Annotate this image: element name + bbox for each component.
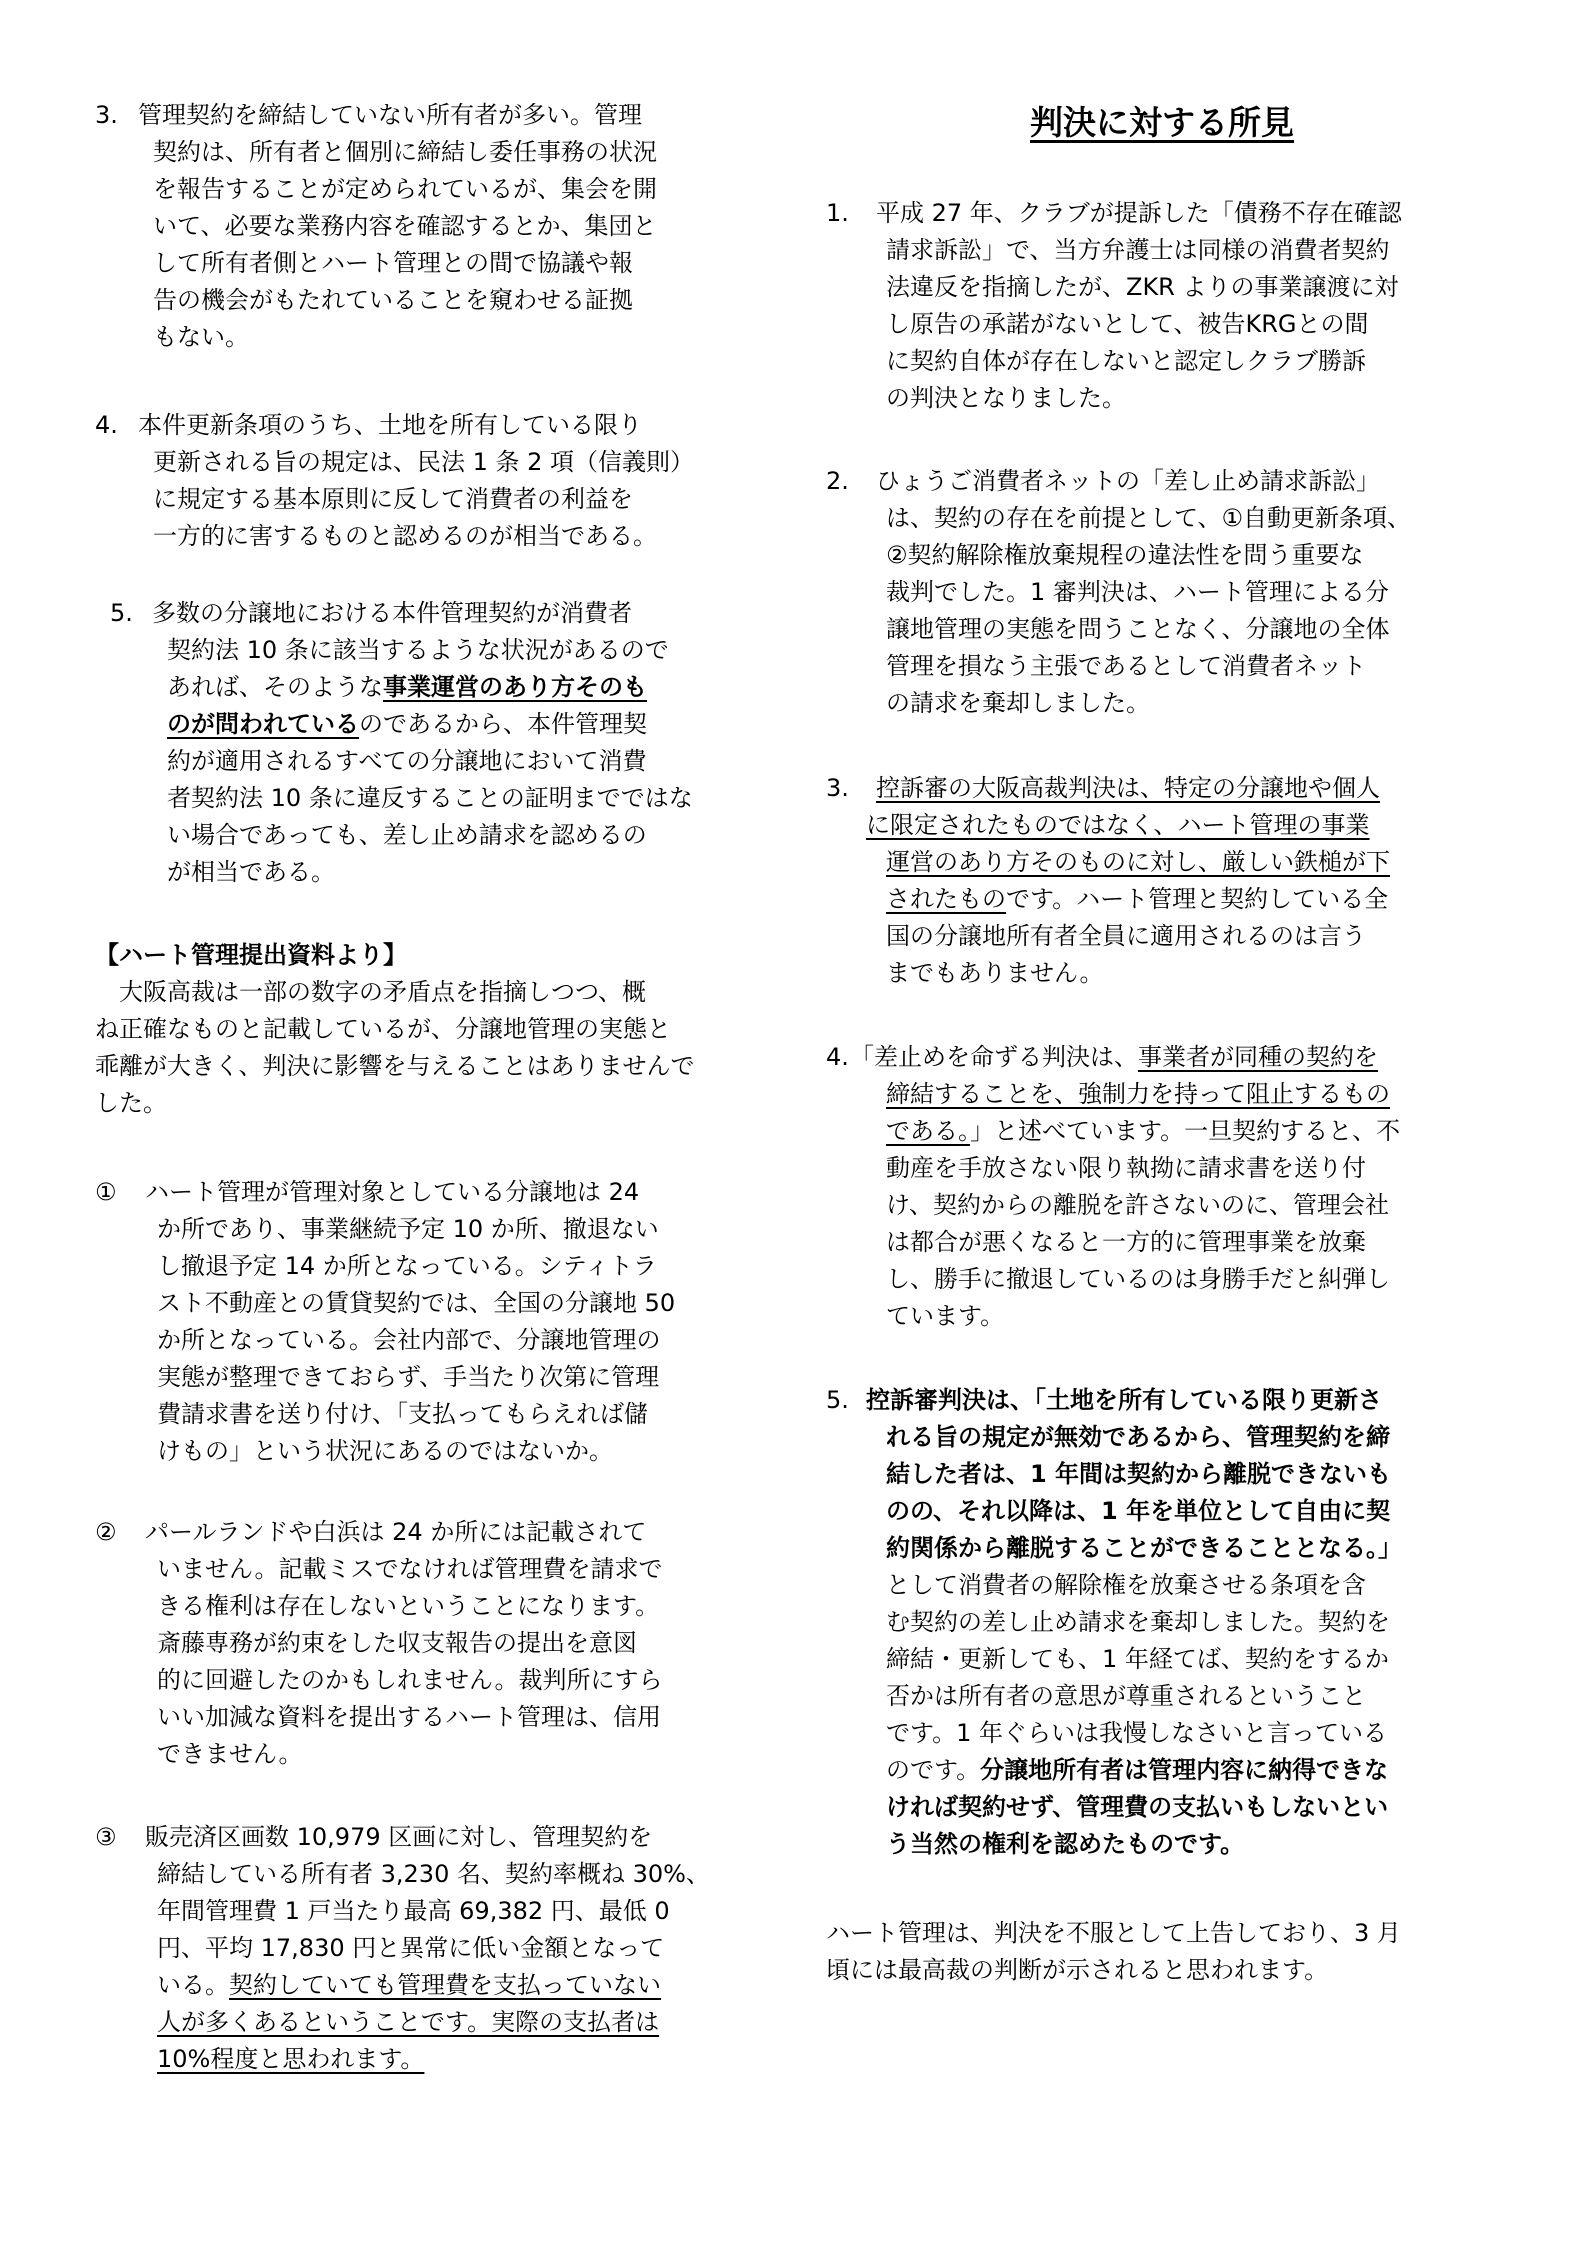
text-line: 譲地管理の実態を問うことなく、分譲地の全体 bbox=[886, 615, 1390, 643]
text-line bbox=[157, 2007, 659, 2037]
text-line: きる権利は存在しないということになります。 bbox=[157, 1592, 660, 1620]
text-segment: のです。 bbox=[886, 1756, 981, 1784]
text-line bbox=[886, 1755, 1388, 1785]
page-title-text: 判決に対する所見 bbox=[1030, 103, 1294, 142]
underlined-text: 控訴審の大阪高裁判決は、特定の分譲地や個人 bbox=[876, 774, 1380, 802]
section-heading: 【ハート管理提出資料より】 bbox=[95, 941, 407, 969]
text-line: ています。 bbox=[886, 1302, 1005, 1330]
text-line bbox=[876, 773, 1380, 803]
bold-text: 分譲地所有者は管理内容に納得できな bbox=[980, 1756, 1389, 1784]
text-line: 管理契約を締結していない所有者が多い。管理 bbox=[138, 101, 642, 129]
text-line: 乖離が大きく、判決に影響を与えることはありませんで bbox=[95, 1052, 695, 1080]
text-line: いて、必要な業務内容を確認するとか、集団と bbox=[153, 212, 657, 240]
text-line: む契約の差し止め請求を棄却しました。契約を bbox=[886, 1608, 1390, 1636]
text-line: の判決となりました。 bbox=[886, 384, 1126, 412]
text-line: 管理を損なう主張であるとして消費者ネット bbox=[886, 652, 1366, 680]
text-line bbox=[157, 2044, 424, 2074]
text-line: か所となっている。会社内部で、分譲地管理の bbox=[157, 1326, 661, 1354]
text-line: 告の機会がもたれていることを窺わせる証拠 bbox=[153, 286, 633, 314]
text-line: 更新される旨の規定は、民法 1 条 2 項（信義則） bbox=[153, 448, 695, 476]
text-line: 動産を手放さない限り執拗に請求書を送り付 bbox=[886, 1154, 1366, 1182]
underlined-emphasis: のが問われている bbox=[167, 710, 359, 738]
text-line: は、契約の存在を前提として、①自動更新条項、 bbox=[886, 504, 1412, 532]
text-line: 契約法 10 条に該当するような状況があるので bbox=[167, 636, 669, 664]
text-line: 裁判でした。1 審判決は、ハート管理による分 bbox=[886, 578, 1389, 606]
text-segment: です。ハート管理と契約している全 bbox=[1006, 885, 1389, 913]
text-line: のの、それ以降は、1 年を単位として自由に契 bbox=[886, 1497, 1391, 1525]
text-line bbox=[886, 1116, 1400, 1146]
item-number: 4. bbox=[826, 1043, 849, 1071]
text-line: し撤退予定 14 か所となっている。シティトラ bbox=[157, 1252, 657, 1280]
item-number: 2. bbox=[826, 467, 849, 495]
text-line bbox=[167, 672, 647, 702]
text-line: パールランドや白浜は 24 か所には記載されて bbox=[145, 1518, 647, 1546]
underlined-text: 締結することを、強制力を持って阻止するもの bbox=[886, 1080, 1390, 1108]
text-line: け、契約からの離脱を許さないのに、管理会社 bbox=[886, 1191, 1390, 1219]
text-line: 円、平均 17,830 円と異常に低い金額となって bbox=[157, 1934, 665, 1962]
underlined-text: に限定されたものではなく、ハート管理の事業 bbox=[866, 811, 1370, 839]
text-line: いません。記載ミスでなければ管理費を請求で bbox=[157, 1555, 663, 1583]
text-line bbox=[850, 1042, 1378, 1072]
text-line: 平成 27 年、クラブが提訴した「債務不存在確認 bbox=[876, 199, 1402, 227]
text-line: ハート管理が管理対象としている分譲地は 24 bbox=[145, 1178, 640, 1206]
underlined-text: 契約していても管理費を支払っていない bbox=[229, 1971, 661, 1999]
text-line: 本件更新条項のうち、土地を所有している限り bbox=[138, 411, 642, 439]
underlined-emphasis: 事業運営のあり方そのも bbox=[383, 673, 647, 701]
text-line: 斎藤専務が約束をした収支報告の提出を意図 bbox=[157, 1629, 637, 1657]
text-segment: いる。 bbox=[157, 1971, 229, 1999]
text-line: 費請求書を送り付け、「支払ってもらえれば儲 bbox=[157, 1400, 649, 1428]
text-line: 者契約法 10 条に違反することの証明までではな bbox=[167, 784, 693, 812]
text-line bbox=[886, 847, 1390, 877]
item-number: ② bbox=[95, 1518, 117, 1546]
text-line: が相当である。 bbox=[167, 858, 335, 886]
item-number: 5. bbox=[110, 599, 133, 627]
text-line: 請求訴訟」で、当方弁護士は同様の消費者契約 bbox=[886, 236, 1390, 264]
text-line: までもありません。 bbox=[886, 959, 1104, 987]
text-line: として消費者の解除権を放棄させる条項を含 bbox=[886, 1571, 1366, 1599]
text-line: 大阪高裁は一部の数字の矛盾点を指摘しつつ、概 bbox=[95, 978, 647, 1006]
text-line: スト不動産との賃貸契約では、全国の分譲地 50 bbox=[157, 1289, 676, 1317]
text-line: に契約自体が存在しないと認定しクラブ勝訴 bbox=[886, 347, 1366, 375]
item-number: 4. bbox=[95, 411, 118, 439]
text-line: した。 bbox=[95, 1089, 167, 1117]
text-line: 年間管理費 1 戸当たり最高 69,382 円、最低 0 bbox=[157, 1897, 670, 1925]
item-number: 5. bbox=[826, 1386, 849, 1414]
item-number: ③ bbox=[95, 1823, 117, 1851]
text-line: の請求を棄却しました。 bbox=[886, 689, 1150, 717]
text-line: 販売済区画数 10,979 区画に対し、管理契約を bbox=[145, 1823, 653, 1851]
underlined-text: 事業者が同種の契約を bbox=[1138, 1043, 1378, 1071]
text-line: を報告することが定められているが、集会を開 bbox=[153, 175, 657, 203]
text-line bbox=[167, 709, 647, 739]
underlined-text: 運営のあり方そのものに対し、厳しい鉄槌が下 bbox=[886, 848, 1390, 876]
text-line: か所であり、事業継続予定 10 か所、撤退ない bbox=[157, 1215, 659, 1243]
text-line: し、勝手に撤退しているのは身勝手だと糾弾し bbox=[886, 1265, 1390, 1293]
text-line: ひょうご消費者ネットの「差し止め請求訴訟」 bbox=[876, 467, 1380, 495]
text-line: 多数の分譲地における本件管理契約が消費者 bbox=[152, 599, 632, 627]
item-number: ① bbox=[95, 1178, 117, 1206]
text-segment: 「差止めを命ずる判決は、 bbox=[850, 1043, 1138, 1071]
item-number: 1. bbox=[826, 199, 849, 227]
item-number: 3. bbox=[826, 774, 849, 802]
text-line: は都合が悪くなると一方的に管理事業を放棄 bbox=[886, 1228, 1366, 1256]
text-line: ハート管理は、判決を不服として上告しており、3 月 bbox=[826, 1919, 1401, 1947]
text-segment: 」と述べています。一旦契約すると、不 bbox=[970, 1117, 1401, 1145]
text-segment: のであるから、本件管理契 bbox=[359, 710, 647, 738]
text-line: い場合であっても、差し止め請求を認めるの bbox=[167, 821, 647, 849]
text-line: 締結・更新しても、1 年経てば、契約をするか bbox=[886, 1645, 1389, 1673]
text-line: できません。 bbox=[157, 1740, 303, 1768]
text-line: です。1 年ぐらいは我慢しなさいと言っている bbox=[886, 1719, 1387, 1747]
underlined-text: 人が多くあるということです。実際の支払者は bbox=[157, 2008, 660, 2036]
text-line: 控訴審判決は、「土地を所有している限り更新さ bbox=[866, 1386, 1382, 1414]
text-line: ければ契約せず、管理費の支払いもしないとい bbox=[886, 1793, 1389, 1821]
text-line: 締結している所有者 3,230 名、契約率概ね 30%、 bbox=[157, 1860, 710, 1888]
text-line: 的に回避したのかもしれません。裁判所にすら bbox=[157, 1666, 663, 1694]
text-line: 否かは所有者の意思が尊重されるということ bbox=[886, 1682, 1366, 1710]
text-line: 結した者は、1 年間は契約から離脱できないも bbox=[886, 1460, 1392, 1488]
text-line: 約関係から離脱することができることとなる。」 bbox=[886, 1534, 1402, 1562]
text-line bbox=[886, 1079, 1390, 1109]
text-line: に規定する基本原則に反して消費者の利益を bbox=[153, 485, 633, 513]
text-line: 契約は、所有者と個別に締結し委任事務の状況 bbox=[153, 138, 657, 166]
text-line: う当然の権利を認めたものです。 bbox=[886, 1830, 1245, 1858]
text-line: ね正確なものと記載しているが、分譲地管理の実態と bbox=[95, 1015, 671, 1043]
text-line: もない。 bbox=[153, 323, 249, 351]
text-line bbox=[886, 884, 1388, 914]
text-line: 実態が整理できておらず、手当たり次第に管理 bbox=[157, 1363, 660, 1391]
text-line bbox=[157, 1970, 661, 2000]
text-line: 法違反を指摘したが、ZKR よりの事業譲渡に対 bbox=[886, 273, 1399, 301]
text-segment: あれば、そのような bbox=[167, 673, 383, 701]
text-line: して所有者側とハート管理との間で協議や報 bbox=[153, 249, 633, 277]
text-line: 約が適用されるすべての分譲地において消費 bbox=[167, 747, 647, 775]
underlined-text: 10%程度と思われます。 bbox=[157, 2045, 425, 2073]
underlined-text: である。 bbox=[886, 1117, 970, 1145]
underlined-text: されたもの bbox=[886, 885, 1006, 913]
text-line bbox=[866, 810, 1370, 840]
text-line: 頃には最高裁の判断が示されると思われます。 bbox=[826, 1956, 1329, 1984]
text-line: ②契約解除権放棄規程の違法性を問う重要な bbox=[886, 541, 1364, 569]
text-line: 国の分譲地所有者全員に適用されるのは言う bbox=[886, 922, 1366, 950]
item-number: 3. bbox=[95, 101, 118, 129]
text-line: けもの」という状況にあるのではないか。 bbox=[157, 1437, 613, 1465]
text-line: し原告の承諾がないとして、被告KRGとの間 bbox=[886, 310, 1369, 338]
page-title bbox=[822, 103, 1502, 143]
text-line: 一方的に害するものと認めるのが相当である。 bbox=[153, 522, 657, 550]
text-line: れる旨の規定が無効であるから、管理契約を締 bbox=[886, 1423, 1390, 1451]
text-line: いい加減な資料を提出するハート管理は、信用 bbox=[157, 1703, 661, 1731]
